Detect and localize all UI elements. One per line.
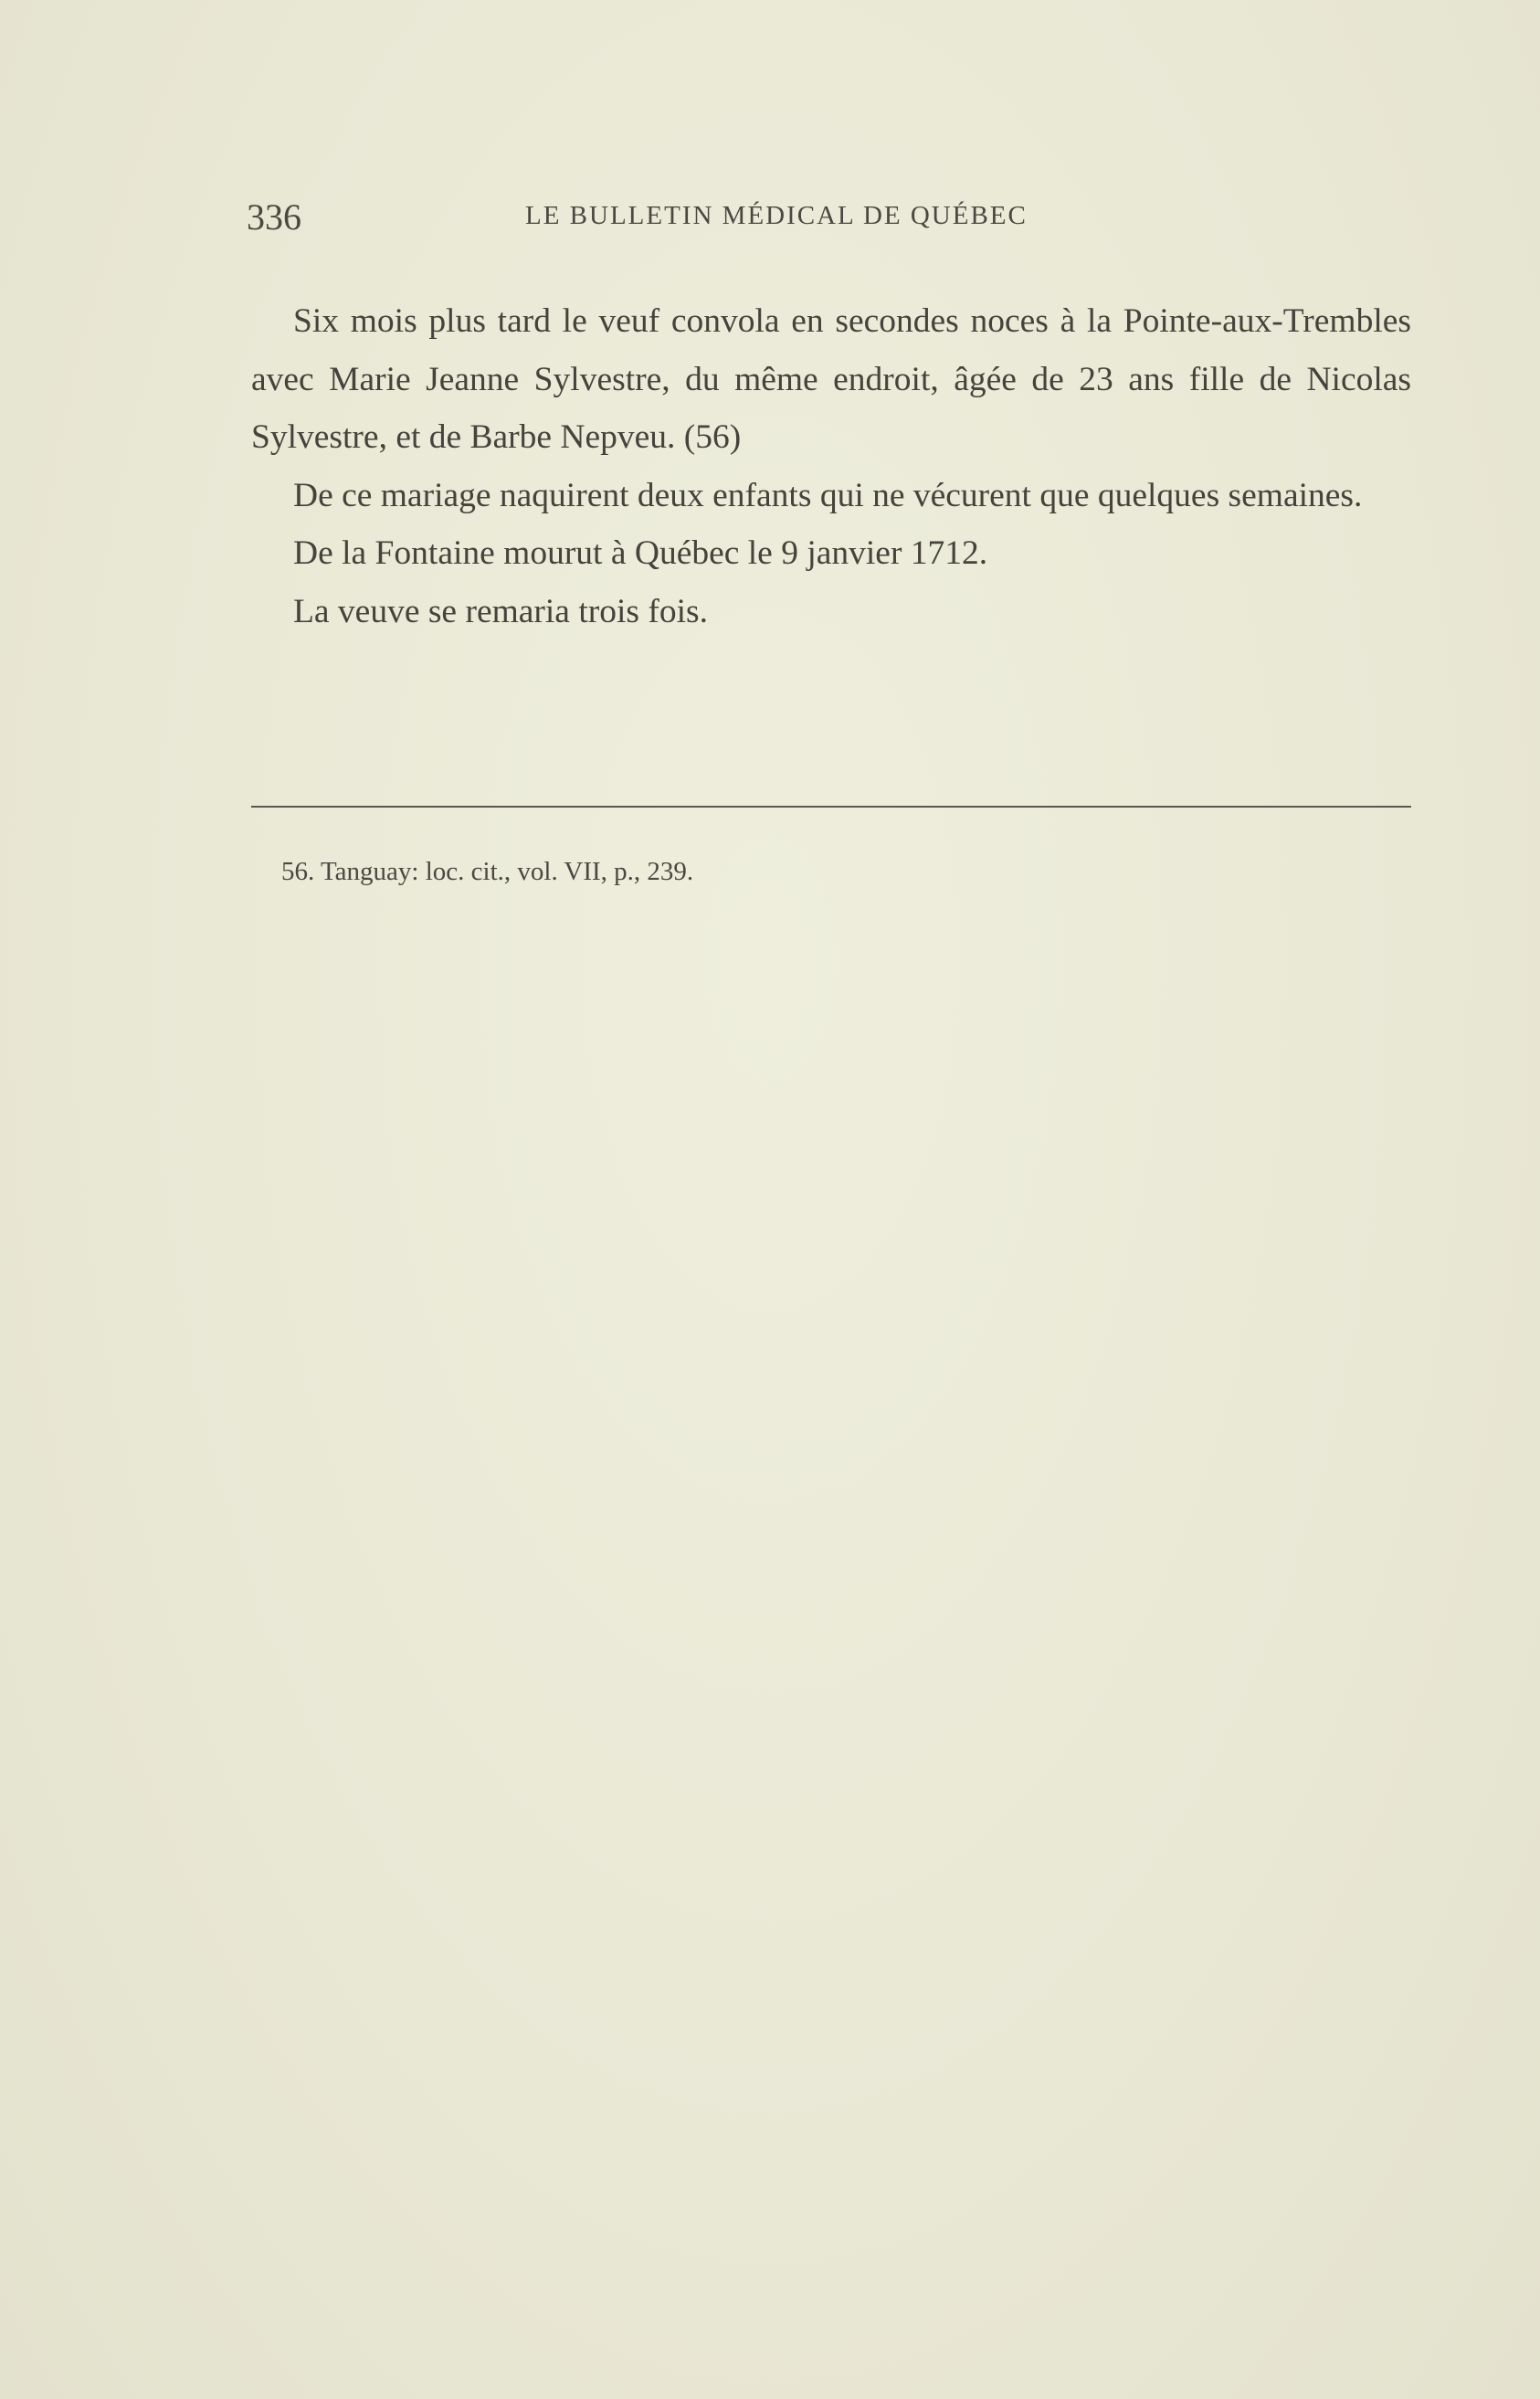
- paragraph: De la Fontaine mourut à Québec le 9 janvier 1712.: [293, 534, 988, 572]
- body-text: [251, 292, 1411, 640]
- paragraph: La veuve se remaria trois fois.: [293, 592, 708, 630]
- footnote: 56. Tanguay: loc. cit., vol. VII, p., 239.: [281, 857, 694, 886]
- page-number: 336: [247, 196, 301, 238]
- page-header: [247, 196, 1416, 243]
- paragraph: Six mois plus tard le veuf convola en secondes noces à la Pointe-aux-Trembles avec Marie Jeanne Sylvestre, du même endroit, âgée de 23 ans fille de Nicolas Sylvestre, et de Barbe Nepveu. (56): [251, 302, 1411, 456]
- running-head: LE BULLETIN MÉDICAL DE QUÉBEC: [525, 201, 1028, 230]
- footnote-divider: [251, 806, 1411, 808]
- paragraph: De ce mariage naquirent deux enfants qui ne vécurent que quelques semaines.: [293, 476, 1363, 514]
